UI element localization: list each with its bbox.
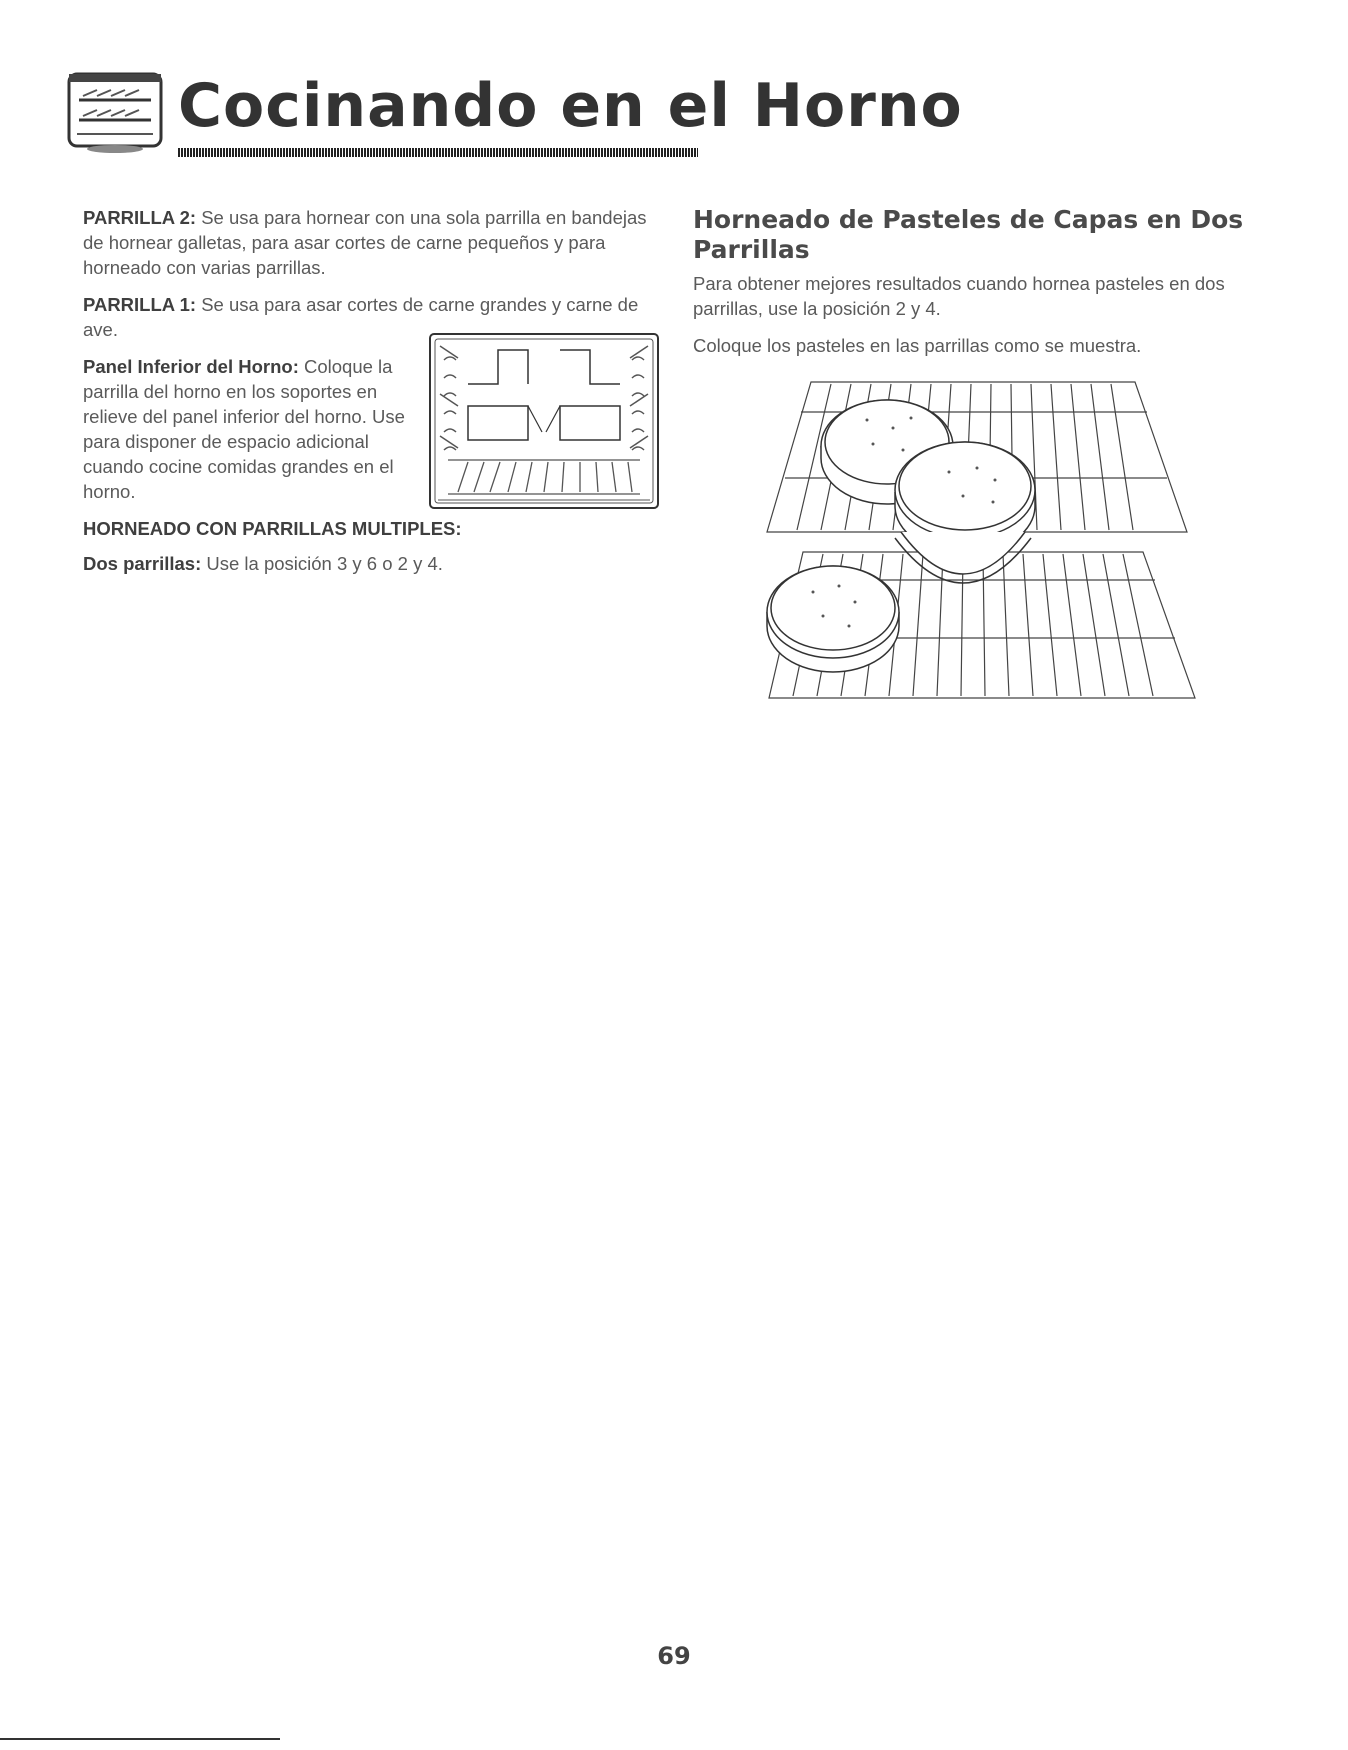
two-racks-with-cake-pans-illustration: [763, 380, 1199, 706]
right-column: [693, 205, 1263, 370]
parrilla-1-label: PARRILLA 1:: [83, 294, 197, 315]
title-underline: [178, 148, 698, 157]
footer-rule: [0, 1738, 280, 1740]
oven-rack-positions-illustration: [428, 332, 660, 510]
dos-parrillas-paragraph: [83, 551, 653, 576]
panel-inferior-text: Coloque la parrilla del horno en los soportes en relieve del panel inferior del horno. Use para disponer de espacio adicional cuando cocine comidas grandes en el horno.: [83, 356, 405, 502]
placement-paragraph: Coloque los pasteles en las parrillas como se muestra.: [693, 335, 1142, 356]
parrilla-2-label: PARRILLA 2:: [83, 207, 197, 228]
oven-icon: [67, 72, 163, 154]
parrilla-1-text: Se usa para asar cortes de carne grandes y carne de ave.: [83, 294, 639, 340]
page-title: Cocinando en el Horno: [178, 71, 963, 141]
racks-instruction-paragraph: Para obtener mejores resultados cuando hornea pasteles en dos parrillas, use la posición 2 y 4.: [693, 273, 1225, 319]
panel-inferior-label: Panel Inferior del Horno:: [83, 356, 299, 377]
page-number: 69: [657, 1642, 691, 1670]
multiple-racks-heading: HORNEADO CON PARRILLAS MULTIPLES:: [83, 518, 462, 539]
parrilla-2-paragraph: [83, 205, 653, 280]
dos-parrillas-label: Dos parrillas:: [83, 553, 202, 574]
panel-inferior-paragraph: [83, 354, 413, 504]
dos-parrillas-text: Use la posición 3 y 6 o 2 y 4.: [201, 553, 443, 574]
parrilla-2-text: Se usa para hornear con una sola parrilla en bandejas de hornear galletas, para asar cortes de carne pequeños y para horneado con varias parrillas.: [83, 207, 647, 278]
section-title: Horneado de Pasteles de Capas en Dos Parrillas: [693, 205, 1244, 264]
